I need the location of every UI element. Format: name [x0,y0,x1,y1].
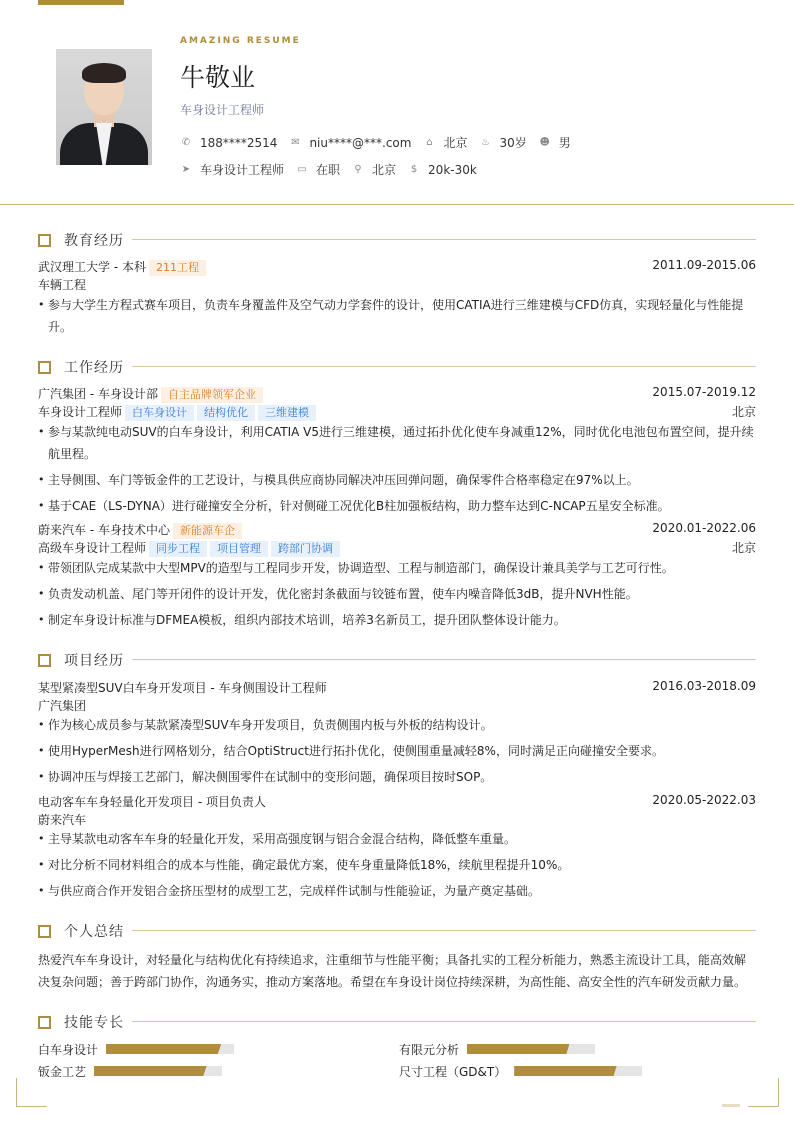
list-item: • 与供应商合作开发铝合金挤压型材的成型工艺，完成样件试制与性能验证，为量产奠定基础。 [38,884,541,898]
section-marker-icon [38,1016,51,1029]
company-tag: 自主品牌领军企业 [161,387,263,403]
education-date: 2011.09-2015.06 [652,258,756,272]
section-divider [132,1021,756,1022]
send-icon: ➤ [181,164,191,175]
location-icon: ⚲ [354,164,362,175]
role-tag: 跨部门协调 [271,541,340,557]
education-header [38,258,756,275]
section-title: 个人总结 [64,924,124,940]
email-text: niu****@***.com [309,135,412,150]
cake-icon: ♨ [480,137,490,148]
project-name: 某型紧凑型SUV白车身开发项目 - 车身侧围设计工程师 [38,681,327,695]
section-education [38,230,756,250]
skill-bar [106,1044,234,1054]
list-item: • 主导某款电动客车车身的轻量化开发，采用高强度钢与铝合金混合结构，降低整车重量。 [38,832,517,846]
gender-icon: ☻ [539,137,550,148]
skill-item [399,1041,595,1057]
contact-row [180,134,583,151]
skill-name: 有限元分析 [399,1042,460,1057]
list-item: • 主导侧围、车门等钣金件的工艺设计，与模具供应商协同解决冲压回弹问题，确保零件合格率稳定在97%以上。 [38,473,639,487]
skill-bar [94,1066,222,1076]
skill-bar-fill [514,1066,616,1076]
list-item: • 带领团队完成某款中大型MPV的造型与工程同步开发，协调造型、工程与制造部门，确保设计兼具美学与工艺可行性。 [38,561,674,575]
skill-bar-fill [106,1044,221,1054]
corner-decoration [16,1078,47,1107]
skill-bar [514,1066,642,1076]
project-date: 2016.03-2018.09 [652,679,756,693]
work-city: 北京 [731,405,756,419]
skill-bar-fill [467,1044,569,1054]
phone-icon: ✆ [181,137,191,148]
skill-item [399,1063,642,1079]
brand-label: AMAZING RESUME [180,36,301,46]
work-role [38,403,756,420]
project-header [38,793,756,810]
role-tag: 三维建模 [258,405,316,421]
mail-icon: ✉ [291,137,300,148]
section-divider [132,366,756,367]
skill-name: 白车身设计 [38,1042,99,1057]
role-tag: 同步工程 [149,541,207,557]
project-name: 电动客车车身轻量化开发项目 - 项目负责人 [38,795,266,809]
age-text: 30岁 [499,136,527,150]
section-title: 技能专长 [64,1015,124,1031]
corner-decoration [748,1078,779,1107]
list-item: • 基于CAE（LS-DYNA）进行碰撞安全分析，针对侧碰工况优化B柱加强板结构，助力整车达到C-NCAP五星安全标准。 [38,499,670,513]
section-title: 项目经历 [64,653,124,669]
role-name: 车身设计工程师 [38,405,123,419]
school-name: 武汉理工大学 - 本科 [38,260,146,274]
section-divider [132,239,756,240]
salary-text: 20k-30k [428,162,477,177]
target-position-text: 车身设计工程师 [200,163,285,177]
briefcase-icon: ▭ [297,164,307,175]
major-name: 车辆工程 [38,278,87,292]
phone-text: 188****2514 [200,135,278,150]
footer-decoration [722,1104,740,1107]
candidate-title: 车身设计工程师 [180,103,265,117]
skill-item [38,1063,222,1079]
skill-item [38,1041,234,1057]
section-projects [38,650,756,670]
section-summary [38,921,756,941]
work-date: 2020.01-2022.06 [652,521,756,535]
section-work [38,357,756,377]
skill-bar-fill [94,1066,207,1076]
list-item: • 作为核心成员参与某款紧凑型SUV车身开发项目，负责侧围内板与外板的结构设计。 [38,718,493,732]
list-item: • 负责发动机盖、尾门等开闭件的设计开发，优化密封条截面与铰链布置，使车内噪音降低3dB，提升NVH性能。 [38,587,638,601]
avatar-photo [56,49,152,165]
company-name: 蔚来汽车 - 车身技术中心 [38,523,170,537]
work-date: 2015.07-2019.12 [652,385,756,399]
section-marker-icon [38,234,51,247]
candidate-name: 牛敬业 [180,63,256,92]
list-item: • 制定车身设计标准与DFMEA模板，组织内部技术培训，培养3名新员工，提升团队整体设计能力。 [38,613,566,627]
company-tag: 新能源车企 [173,523,242,539]
role-tag: 项目管理 [210,541,268,557]
summary-text: 热爱汽车车身设计，对轻量化与结构优化有持续追求，注重细节与性能平衡；具备扎实的工程分析能力，熟悉主流设计工具，能高效解决复杂问题；善于跨部门协作，沟通务实，推动方案落地。希望在车身设计岗位持续深耕，为高性能、高安全性的汽车研发贡献力量。 [38,953,747,989]
section-divider [132,930,756,931]
role-name: 高级车身设计工程师 [38,541,147,555]
work-role [38,539,756,556]
target-city-text: 北京 [372,163,397,177]
section-marker-icon [38,925,51,938]
skill-name: 钣金工艺 [38,1064,87,1079]
school-tag: 211工程 [149,260,206,276]
work-header [38,521,756,538]
resume-header [0,0,794,205]
project-header [38,679,756,696]
gender-text: 男 [558,136,571,150]
company-name: 广汽集团 - 车身设计部 [38,387,158,401]
list-item: • 参与某款纯电动SUV的白车身设计，利用CATIA V5进行三维建模，通过拓扑优化使车身减重12%，同时优化电池包布置空间，提升续航里程。 [38,425,754,461]
section-marker-icon [38,361,51,374]
project-date: 2020.05-2022.03 [652,793,756,807]
skill-bar [467,1044,595,1054]
role-tag: 白车身设计 [125,405,194,421]
home-icon: ⌂ [426,137,433,148]
education-major [38,276,756,293]
salary-icon: $ [410,164,418,175]
list-item: • 使用HyperMesh进行网格划分，结合OptiStruct进行拓扑优化，使侧围重量减轻8%，同时满足正向碰撞安全要求。 [38,744,664,758]
residence-text: 北京 [443,136,468,150]
section-title: 工作经历 [64,360,124,376]
section-marker-icon [38,654,51,667]
section-title: 教育经历 [64,233,124,249]
skill-name: 尺寸工程（GD&T） [399,1064,507,1079]
job-status-text: 在职 [316,163,341,177]
section-skills [38,1012,756,1032]
list-item: • 协调冲压与焊接工艺部门，解决侧围零件在试制中的变形问题，确保项目按时SOP。 [38,770,493,784]
work-city: 北京 [731,541,756,555]
project-org: 广汽集团 [38,699,87,713]
project-org: 蔚来汽车 [38,813,87,827]
role-tag: 结构优化 [197,405,255,421]
work-header [38,385,756,402]
intention-row [180,161,489,178]
section-divider [132,659,756,660]
list-item: • 参与大学生方程式赛车项目，负责车身覆盖件及空气动力学套件的设计，使用CATIA进行三维建模与CFD仿真，实现轻量化与性能提升。 [38,298,744,334]
list-item: • 对比分析不同材料组合的成本与性能，确定最优方案，使车身重量降低18%，续航里程提升10%。 [38,858,570,872]
